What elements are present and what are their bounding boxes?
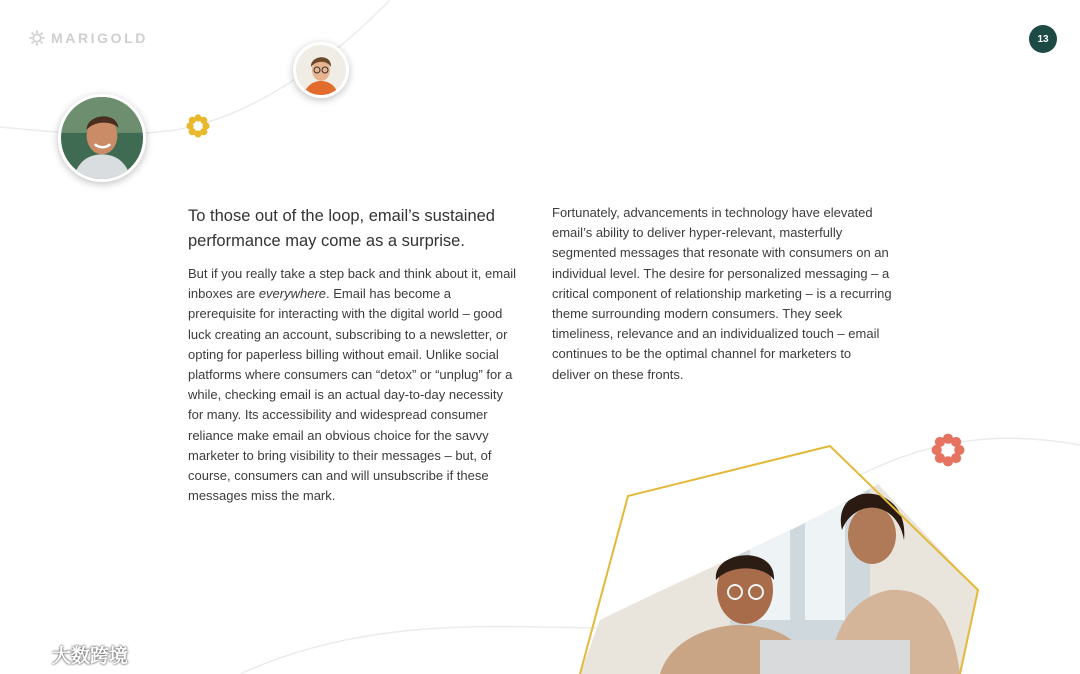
- left-body-emphasis: everywhere: [258, 286, 327, 302]
- lead-paragraph: To those out of the loop, email’s sustained performance may come as a surprise.: [188, 207, 495, 250]
- avatar-man: [58, 94, 146, 182]
- watermark-text: 大数跨境: [52, 645, 129, 667]
- watermark: [8, 640, 128, 668]
- right-body-paragraph: Fortunately, advancements in technology have elevated email’s ability to deliver hyper-relevant, masterfully segmented messages that resonate with consumers on an individual level. The desire for personalized messaging – a critical component of relationship marketing – is a recurring theme surrounding modern consumers. They seek timeliness, relevance and an individualized touch – email continues to be the optimal channel for marketers to deliver on these fronts.: [552, 205, 892, 382]
- right-column: [552, 203, 892, 385]
- team-photo: [560, 440, 990, 674]
- yellow-flower-icon: [186, 114, 210, 138]
- avatar-woman: [293, 42, 349, 98]
- left-body-paragraph: [188, 264, 518, 506]
- left-body-part1: But if you really take a step back and think about it, email inboxes are: [188, 266, 517, 302]
- wechat-icon: [8, 642, 46, 666]
- left-body-part2: . Email has become a prerequisite for interacting with the digital world – good luck creating an account, subscribing to a newsletter, or opting for paperless billing without email. Unlike social platforms where consumers can “detox” or “unplug” for a while, checking email is an actual day-to-day necessity for many. Its accessibility and widespread consumer reliance make email an obvious choice for the savvy marketer to bring visibility to their messages – but, of course, consumers can and will unsubscribe if these messages miss the mark.: [188, 286, 513, 504]
- gear-icon: [28, 29, 46, 47]
- left-column: [188, 204, 518, 506]
- page-number-badge: 13: [1029, 25, 1057, 53]
- brand-name: MARIGOLD: [51, 30, 149, 46]
- brand-logo: [28, 28, 148, 48]
